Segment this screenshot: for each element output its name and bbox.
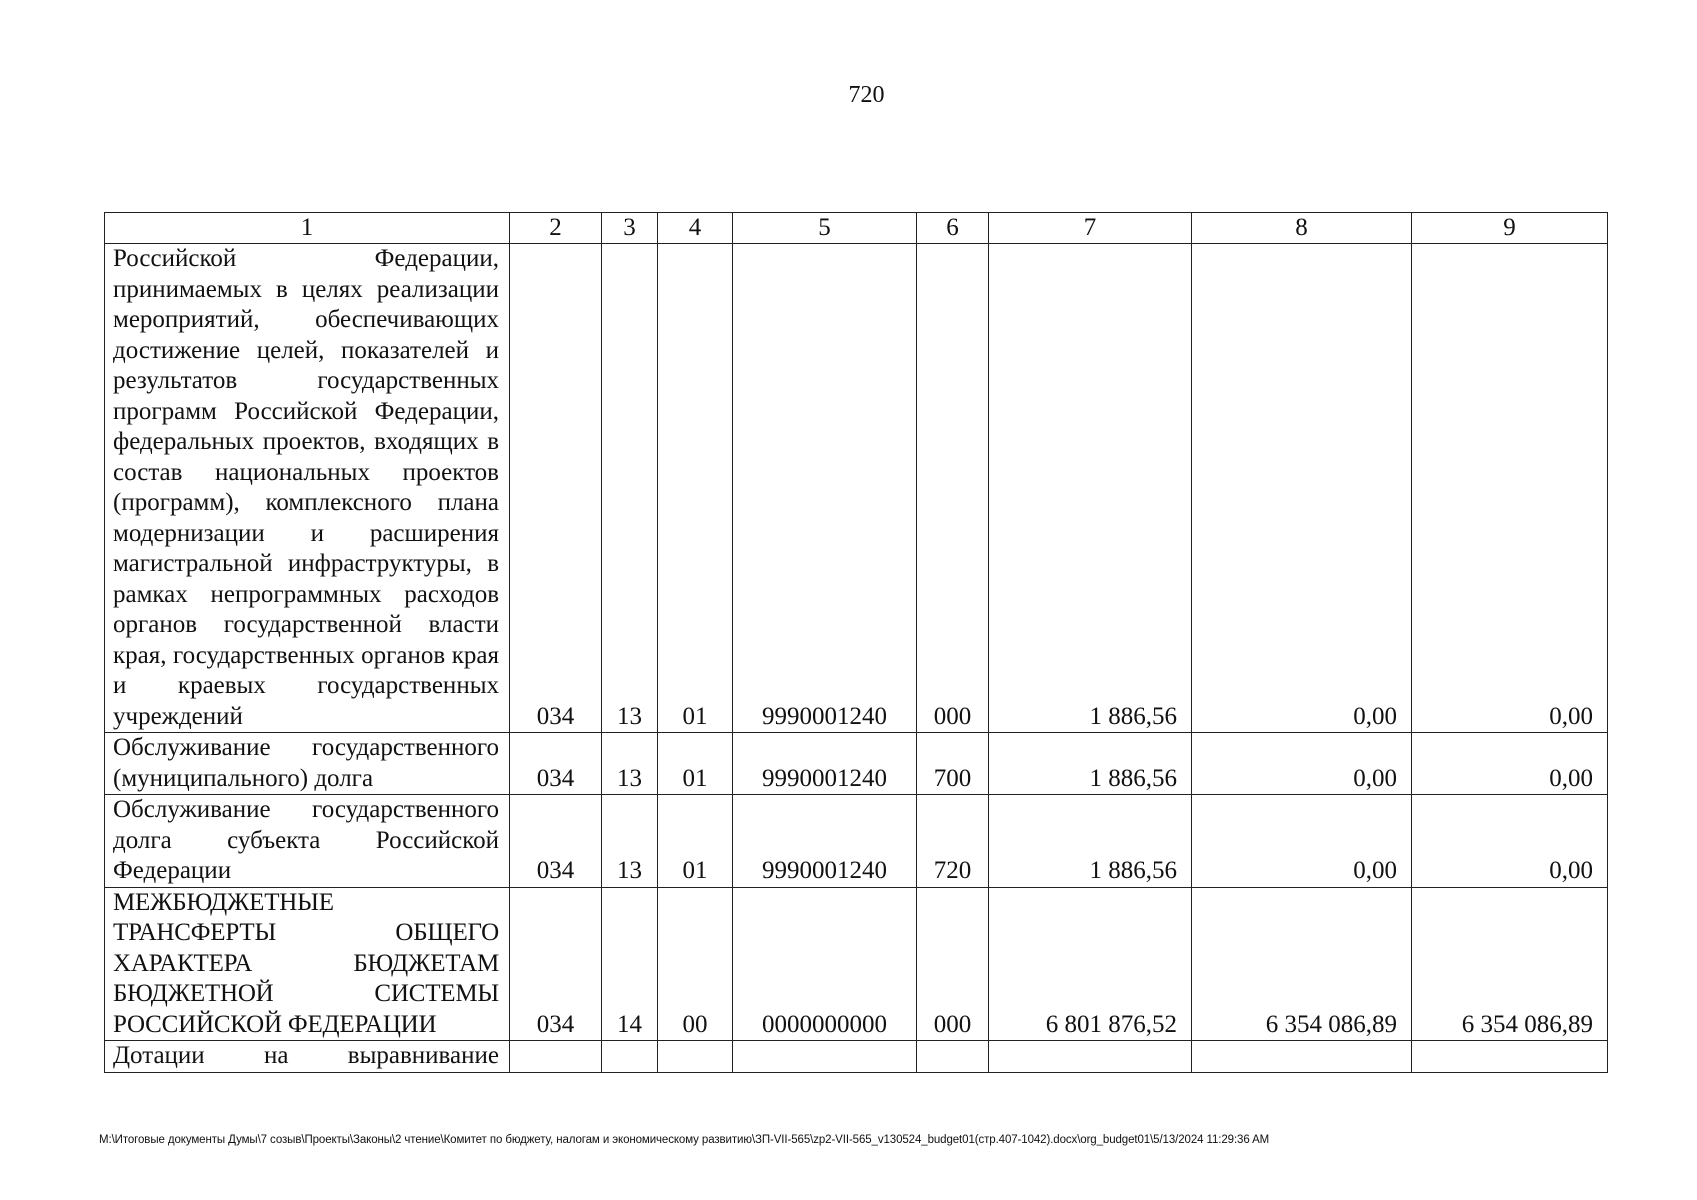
cell-c5: 9990001240 [733,733,917,795]
cell-c8 [1192,1041,1412,1073]
cell-c5: 9990001240 [733,795,917,888]
cell-c8: 0,00 [1192,795,1412,888]
cell-c3 [602,1041,658,1073]
cell-c8: 0,00 [1192,244,1412,733]
cell-c2: 034 [510,733,602,795]
cell-c6: 000 [917,887,989,1041]
cell-c9: 6 354 086,89 [1412,887,1608,1041]
cell-c9: 0,00 [1412,795,1608,888]
cell-c6 [917,1041,989,1073]
cell-c4: 01 [658,795,733,888]
cell-c6: 720 [917,795,989,888]
row-name: МЕЖБЮДЖЕТНЫЕ ТРАНСФЕРТЫ ОБЩЕГО ХАРАКТЕРА БЮДЖЕТАМ БЮДЖЕТНОЙ СИСТЕМЫ РОССИЙСКОЙ ФЕДЕРАЦИИ [105,887,510,1041]
cell-c4 [658,1041,733,1073]
cell-c8: 6 354 086,89 [1192,887,1412,1041]
cell-c7: 1 886,56 [989,733,1192,795]
cell-c9: 0,00 [1412,244,1608,733]
cell-c9: 0,00 [1412,733,1608,795]
cell-c4: 00 [658,887,733,1041]
table-row [105,733,1608,795]
row-name: Дотации на выравнивание [105,1041,510,1073]
cell-c6: 700 [917,733,989,795]
cell-c9 [1412,1041,1608,1073]
cell-c7: 6 801 876,52 [989,887,1192,1041]
table-row [105,244,1608,733]
row-name: Обслуживание государственного (муниципального) долга [105,733,510,795]
table-row [105,1041,1608,1073]
column-header: 4 [658,213,733,244]
cell-c3: 13 [602,244,658,733]
cell-c7: 1 886,56 [989,795,1192,888]
column-header: 8 [1192,213,1412,244]
cell-c2: 034 [510,887,602,1041]
cell-c3: 14 [602,887,658,1041]
cell-c5 [733,1041,917,1073]
column-header: 3 [602,213,658,244]
column-header: 1 [105,213,510,244]
document-path-footer: M:\Итоговые документы Думы\7 созыв\Проекты\Законы\2 чтение\Комитет по бюджету, налогам и экономическому развитию\ЗП-VII-565\zp2-VII-565_v130524_budget01(стр.407-1042).docx\org_budget01\5/13/2024 11:29:36 AM [99,1134,1270,1146]
page-number: 720 [848,82,885,108]
cell-c4: 01 [658,733,733,795]
table-row [105,887,1608,1041]
column-header: 5 [733,213,917,244]
cell-c2: 034 [510,244,602,733]
cell-c7: 1 886,56 [989,244,1192,733]
cell-c2: 034 [510,795,602,888]
row-name: Российской Федерации, принимаемых в целях реализации мероприятий, обеспечивающих достижение целей, показателей и результатов государственных программ Российской Федерации, федеральных проектов, входящих в состав национальных проектов (программ), комплексного плана модернизации и расширения магистральной инфраструктуры, в рамках непрограммных расходов органов государственной власти края, государственных органов края и краевых государственных учреждений [105,244,510,733]
cell-c3: 13 [602,733,658,795]
column-header: 6 [917,213,989,244]
cell-c2 [510,1041,602,1073]
column-header: 9 [1412,213,1608,244]
cell-c6: 000 [917,244,989,733]
table-header-row [105,213,1608,244]
cell-c5: 0000000000 [733,887,917,1041]
cell-c4: 01 [658,244,733,733]
table-row [105,795,1608,888]
row-name: Обслуживание государственного долга субъекта Российской Федерации [105,795,510,888]
cell-c8: 0,00 [1192,733,1412,795]
cell-c5: 9990001240 [733,244,917,733]
cell-c7 [989,1041,1192,1073]
budget-table [104,212,1608,1073]
cell-c3: 13 [602,795,658,888]
column-header: 2 [510,213,602,244]
column-header: 7 [989,213,1192,244]
